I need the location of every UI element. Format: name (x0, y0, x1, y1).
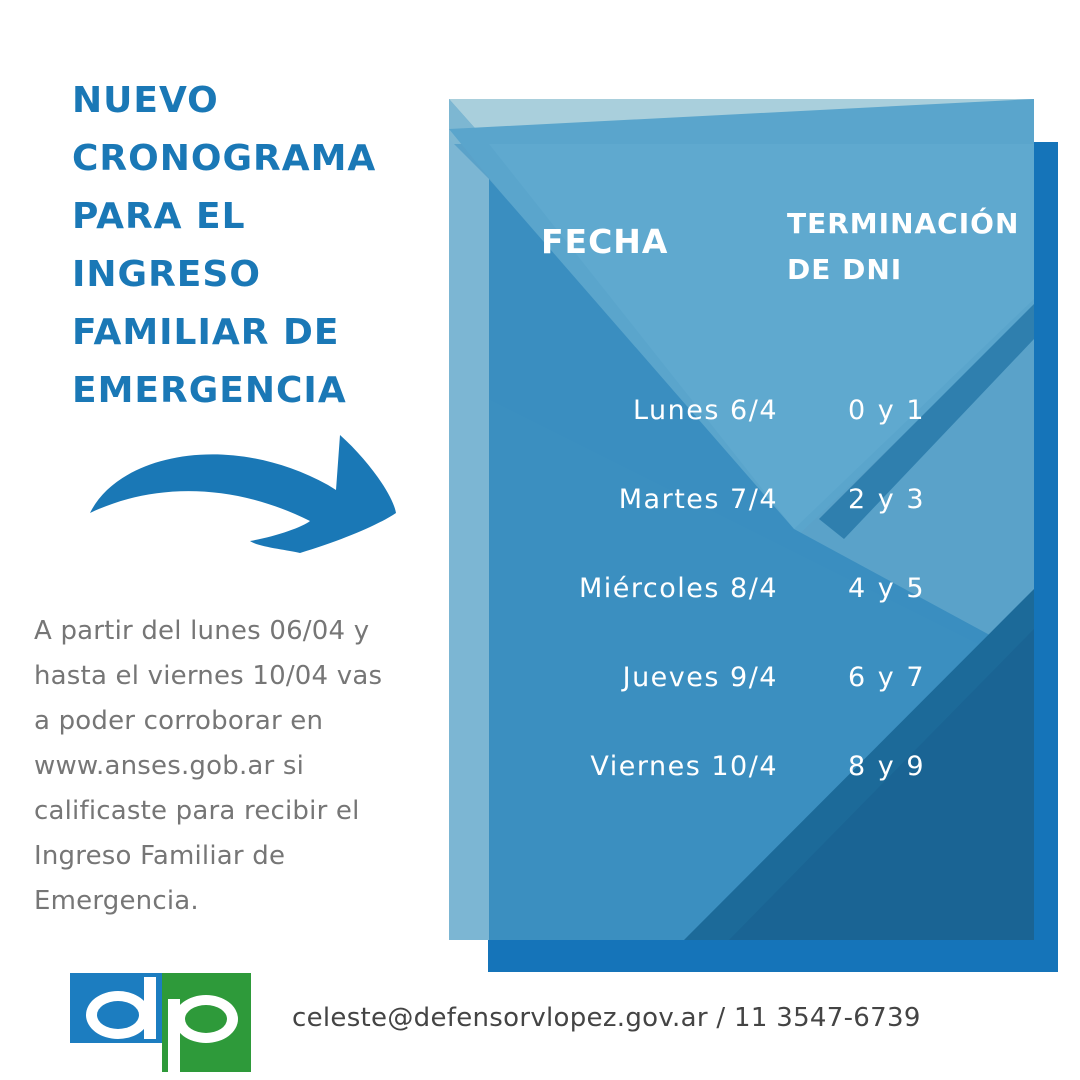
row-date: Miércoles 8/4 (579, 573, 778, 604)
description-line: hasta el viernes 10/04 vas (34, 661, 383, 691)
title-line: NUEVO (72, 80, 219, 121)
table-row (490, 573, 1050, 662)
schedule-table (490, 395, 1050, 840)
row-dni: 8 y 9 (848, 751, 926, 782)
table-row (490, 751, 1050, 840)
column-header-date: FECHA (541, 222, 669, 261)
title-line: EMERGENCIA (72, 370, 347, 411)
dp-logo (70, 973, 251, 1072)
curved-arrow-right-icon (78, 425, 398, 555)
table-row (490, 484, 1050, 573)
description-line: a poder corroborar en (34, 706, 324, 736)
description-line: A partir del lunes 06/04 y (34, 616, 370, 646)
row-date: Viernes 10/4 (590, 751, 778, 782)
row-date: Lunes 6/4 (632, 395, 778, 426)
column-header-dni (787, 201, 1047, 293)
description-line: Emergencia. (34, 886, 199, 916)
description-line: Ingreso Familiar de (34, 841, 286, 871)
table-row (490, 662, 1050, 751)
column-header-dni-line: DE DNI (787, 253, 903, 286)
description-line: calificaste para recibir el (34, 796, 360, 826)
row-date: Jueves 9/4 (622, 662, 778, 693)
page-title (72, 72, 412, 420)
row-dni: 2 y 3 (848, 484, 926, 515)
contact-info: celeste@defensorvlopez.gov.ar / 11 3547-6739 (292, 1003, 921, 1033)
title-line: INGRESO (72, 254, 261, 295)
row-dni: 0 y 1 (848, 395, 926, 426)
row-dni: 4 y 5 (848, 573, 926, 604)
description-line: www.anses.gob.ar si (34, 751, 305, 781)
title-line: PARA EL (72, 196, 246, 237)
table-row (490, 395, 1050, 484)
row-date: Martes 7/4 (618, 484, 778, 515)
description-text (34, 609, 424, 924)
title-line: FAMILIAR DE (72, 312, 340, 353)
column-header-dni-line: TERMINACIÓN (787, 207, 1020, 240)
title-line: CRONOGRAMA (72, 138, 377, 179)
row-dni: 6 y 7 (848, 662, 926, 693)
